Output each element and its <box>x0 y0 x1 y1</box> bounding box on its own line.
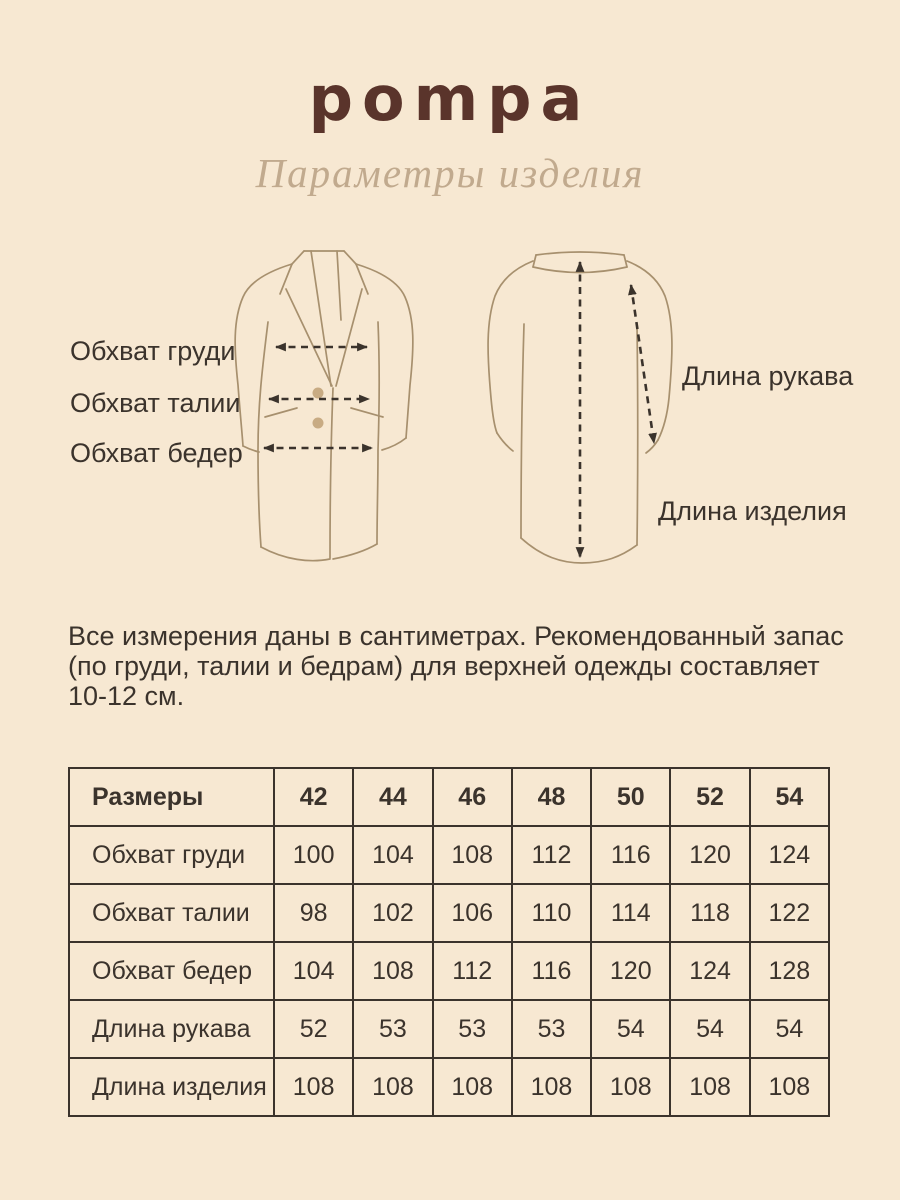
table-row-hips <box>69 942 829 1000</box>
table-cell: 122 <box>750 884 829 942</box>
table-cell: 120 <box>591 942 670 1000</box>
table-cell: 108 <box>591 1058 670 1116</box>
table-cell: 100 <box>274 826 353 884</box>
table-cell: 108 <box>433 1058 512 1116</box>
table-cell: 54 <box>591 1000 670 1058</box>
table-cell: 54 <box>670 1000 749 1058</box>
table-cell: 108 <box>433 826 512 884</box>
row-label: Длина рукава <box>69 1000 274 1058</box>
label-sleeve-length: Длина рукава <box>682 361 854 391</box>
table-header-row <box>69 768 829 826</box>
measurement-arrows <box>264 262 654 557</box>
table-cell: 108 <box>353 942 432 1000</box>
size-table <box>68 767 830 1117</box>
coat-button-bottom <box>313 418 324 429</box>
table-cell: 116 <box>512 942 591 1000</box>
table-cell: 98 <box>274 884 353 942</box>
intro-line: (по груди, талии и бедрам) для верхней одежды составляет <box>68 651 820 681</box>
table-cell: 120 <box>670 826 749 884</box>
label-garment-length: Длина изделия <box>658 496 847 526</box>
table-cell: 124 <box>670 942 749 1000</box>
page-title: Параметры изделия <box>255 150 645 196</box>
table-cell: 102 <box>353 884 432 942</box>
table-cell: 128 <box>750 942 829 1000</box>
size-column-header: 46 <box>433 768 512 826</box>
table-row-length <box>69 1058 829 1116</box>
table-header-label: Размеры <box>69 768 274 826</box>
size-column-header: 50 <box>591 768 670 826</box>
row-label: Обхват бедер <box>69 942 274 1000</box>
coat-button-top <box>313 388 324 399</box>
intro-line: 10-12 см. <box>68 681 185 711</box>
size-column-header: 52 <box>670 768 749 826</box>
table-cell: 108 <box>670 1058 749 1116</box>
table-cell: 54 <box>750 1000 829 1058</box>
table-cell: 108 <box>750 1058 829 1116</box>
table-cell: 53 <box>353 1000 432 1058</box>
table-row-chest <box>69 826 829 884</box>
table-cell: 124 <box>750 826 829 884</box>
table-cell: 108 <box>274 1058 353 1116</box>
size-column-header: 42 <box>274 768 353 826</box>
table-cell: 110 <box>512 884 591 942</box>
table-cell: 108 <box>512 1058 591 1116</box>
sleeve-length-arrow <box>631 285 654 443</box>
coat-front-illustration <box>235 251 413 561</box>
intro-line: Все измерения даны в сантиметрах. Рекомендованный запас <box>68 621 844 651</box>
table-cell: 53 <box>512 1000 591 1058</box>
size-column-header: 48 <box>512 768 591 826</box>
table-cell: 104 <box>274 942 353 1000</box>
intro-text <box>68 621 868 711</box>
table-cell: 116 <box>591 826 670 884</box>
label-waist: Обхват талии <box>70 388 241 418</box>
table-cell: 53 <box>433 1000 512 1058</box>
row-label: Обхват груди <box>69 826 274 884</box>
table-row-sleeve <box>69 1000 829 1058</box>
table-cell: 108 <box>353 1058 432 1116</box>
label-chest: Обхват груди <box>70 336 236 366</box>
table-cell: 114 <box>591 884 670 942</box>
table-cell: 118 <box>670 884 749 942</box>
table-cell: 52 <box>274 1000 353 1058</box>
table-cell: 104 <box>353 826 432 884</box>
table-row-waist <box>69 884 829 942</box>
row-label: Обхват талии <box>69 884 274 942</box>
label-hips: Обхват бедер <box>70 438 243 468</box>
brand-logo: pompa <box>308 62 592 135</box>
table-cell: 112 <box>433 942 512 1000</box>
table-cell: 106 <box>433 884 512 942</box>
size-column-header: 54 <box>750 768 829 826</box>
row-label: Длина изделия <box>69 1058 274 1116</box>
table-cell: 112 <box>512 826 591 884</box>
size-column-header: 44 <box>353 768 432 826</box>
